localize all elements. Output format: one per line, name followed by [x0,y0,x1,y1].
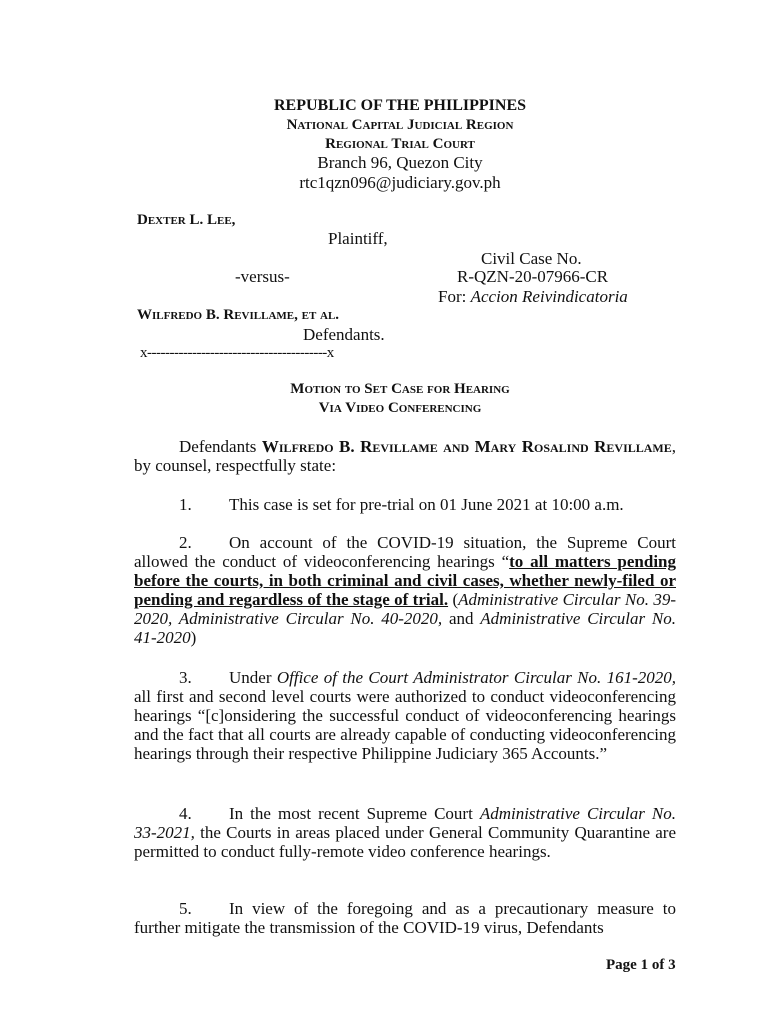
paragraph-5 [134,899,676,937]
paragraph-2 [134,533,676,647]
paragraph-5-number: 5. [179,899,192,918]
intro-paragraph [134,437,676,475]
paragraph-3-text-b: all first and second level courts were authorized to conduct videoconferencing hearings “[c]onsidering the successful conduct of videoconferencing hearings and the fact that all courts are already capable of conducting videoconferencing hearings through their respective Philippine Judiciary 365 Accounts.” [134,687,676,763]
intro-text-1: Defendants [179,437,257,456]
case-number: R-QZN-20-07966-CR [457,267,609,286]
header-court: Regional Trial Court [325,136,475,152]
paragraph-2-citation-2: Administrative Circular No. 41-2020 [134,609,677,647]
motion-title-line2: Via Video Conferencing [318,400,482,416]
paragraph-4-citation: Administrative Circular No. 33-2021, [134,804,676,842]
for-value: Accion Reivindicatoria [470,287,628,306]
paragraph-5-text: In view of the foregoing and as a precautionary measure to further mitigate the transmission of the COVID-19 virus, Defendants [134,899,676,937]
header-republic: REPUBLIC OF THE PHILIPPINES [273,97,527,114]
paragraph-4-text-a: In the most recent Supreme Court [229,804,480,823]
intro-defendant-names: Wilfredo B. Revillame and Mary Rosalind [261,437,589,456]
paragraph-4 [134,804,676,861]
defendant-label: Defendants. [303,325,385,344]
intro-defendant-surname: Revillame [594,437,672,456]
paragraph-2-text-c: ( [448,590,459,609]
paragraph-1-text: This case is set for pre-trial on 01 June 2021 at 10:00 a.m. [229,495,624,514]
paragraph-4-number: 4. [179,804,192,823]
versus-text: -versus- [235,267,290,286]
defendant-name: Wilfredo B. Revillame, et al. [137,307,340,323]
paragraph-2-citation-1: Administrative Circular No. 39-2020, Administrative Circular No. 40-2020, [134,590,676,628]
case-label: Civil Case No. [481,249,582,268]
paragraph-3-citation: Office of the Court Administrator Circular No. 161-2020, [276,668,677,687]
case-nature [438,287,628,306]
header-email: rtc1qzn096@judiciary.gov.ph [299,173,501,192]
paragraph-2-text-d: and [442,609,481,628]
header-region: National Capital Judicial Region [286,117,514,133]
paragraph-2-quote: to all matters pending before the courts, in both criminal and civil cases, whether newly-filed or pending and regardless of the stage of trial. [134,552,676,609]
motion-title-line1: Motion to Set Case for Hearing [290,381,510,397]
paragraph-3-number: 3. [179,668,192,687]
paragraph-2-text-e: ) [190,628,197,647]
paragraph-3-text-a: Under [229,668,277,687]
paragraph-2-text-a: On account of the COVID-19 situation, the Supreme Court allowed the conduct of videoconferencing hearings “ [134,533,676,571]
paragraph-1-number: 1. [179,495,192,514]
caption-separator: x----------------------------------------x [140,345,334,361]
for-label: For: [438,287,467,306]
plaintiff-label: Plaintiff, [328,229,388,248]
paragraph-4-text-b: the Courts in areas placed under General Community Quarantine are permitted to conduct fully-remote video conference hearings. [134,823,676,861]
page-number: Page 1 of 3 [606,957,676,973]
paragraph-2-number: 2. [179,533,192,552]
paragraph-1 [134,495,676,514]
intro-text-2: , by counsel, respectfully state: [134,437,677,475]
plaintiff-name: Dexter L. Lee, [137,212,236,228]
paragraph-3 [134,668,676,763]
header-branch: Branch 96, Quezon City [317,153,483,172]
